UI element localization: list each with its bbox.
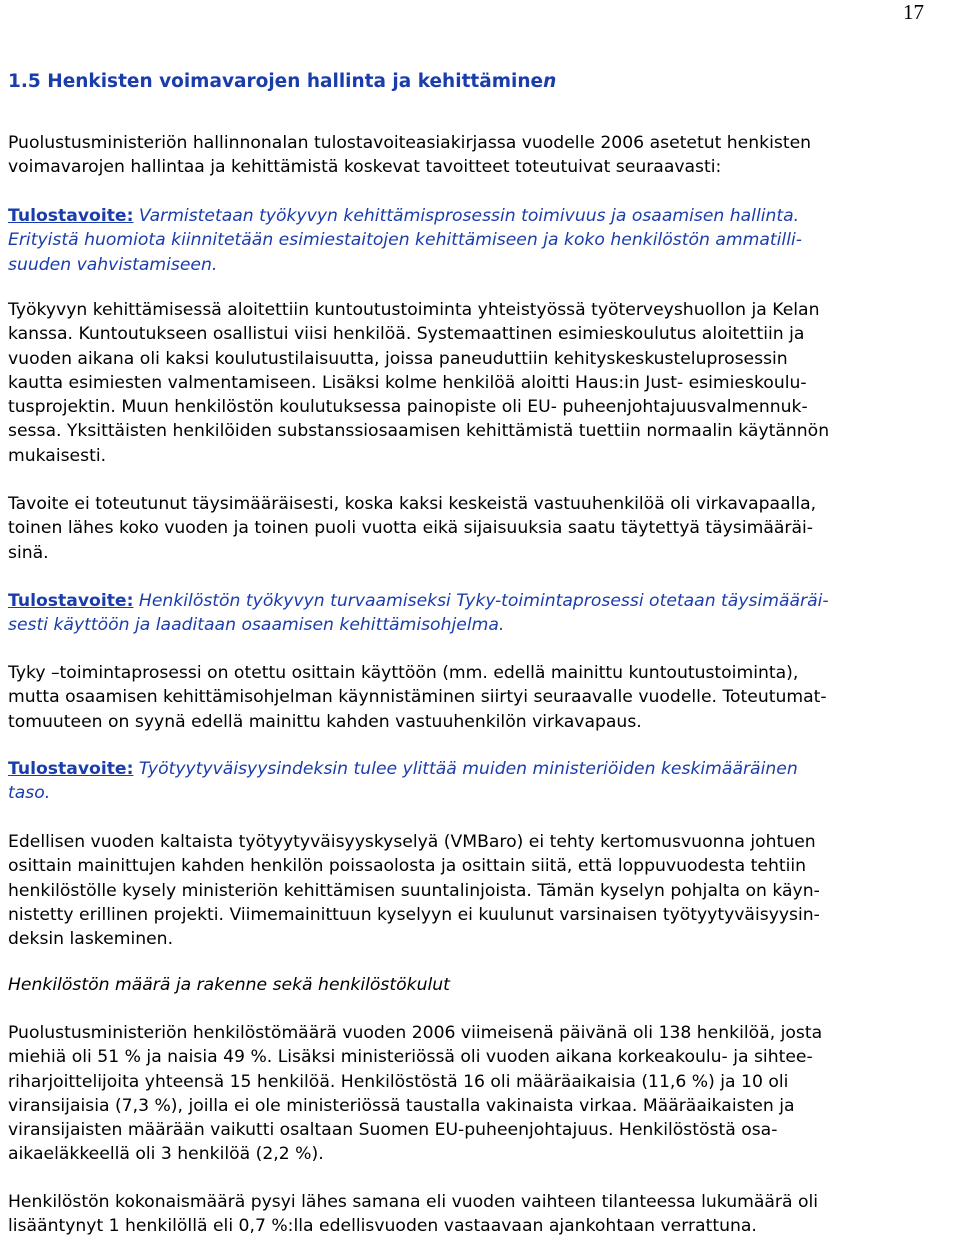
- goal-1: [8, 204, 958, 277]
- goal-3: [8, 757, 958, 806]
- goal-3-label: Tulostavoite:: [8, 759, 134, 779]
- subheading-personnel: Henkilöstön määrä ja rakenne sekä henkilöstökulut: [8, 975, 450, 995]
- paragraph-survey: Edellisen vuoden kaltaista työtyytyväisyyskyselyä (VMBaro) ei tehty kertomusvuonna johtuen osittain mainittujen kahden henkilön poissaolosta ja osittain siitä, että loppuvuodesta tehtiin henkilöstölle kysely ministeriön kehittämisen suuntalinjoista. Tämän kyselyn pohjalta on käyn- nistetty erillinen projekti. Viimemainittuun kyselyyn ei kuulunut varsinaisen työtyytyväisyysin- deksin laskeminen.: [8, 832, 820, 950]
- section-heading-text: 1.5 Henkisten voimavarojen hallinta ja kehittämine: [8, 71, 544, 92]
- goal-2-label: Tulostavoite:: [8, 591, 134, 611]
- section-heading: [8, 71, 556, 92]
- paragraph-total-personnel: Henkilöstön kokonaismäärä pysyi lähes samana eli vuoden vaihteen tilanteessa lukumäärä oli lisääntynyt 1 henkilöllä eli 0,7 %:lla edellisvuoden vastaavaan ajankohtaan verrattuna.: [8, 1192, 819, 1237]
- paragraph-goal-not-met: Tavoite ei toteutunut täysimääräisesti, koska kaksi keskeistä vastuuhenkilöä oli virkavapaalla, toinen lähes koko vuoden ja toinen puoli vuotta eikä sijaisuuksia saatu täytettyä täysimääräi- sinä.: [8, 494, 817, 563]
- goal-3-text: Työtyytyväisyysindeksin tulee ylittää muiden ministeriöiden keskimääräinen taso.: [8, 759, 798, 804]
- intro-paragraph: Puolustusministeriön hallinnonalan tulostavoiteasiakirjassa vuodelle 2006 asetetut henkisten voimavarojen hallintaa ja kehittämistä koskevat tavoitteet toteutuivat seuraavasti:: [8, 133, 812, 178]
- goal-1-text: Varmistetaan työkyvyn kehittämisprosessin toimivuus ja osaamisen hallinta. Erityistä huomiota kiinnitetään esimiestaitojen kehittämiseen ja koko henkilöstön ammatilli- suuden vahvistamiseen.: [8, 206, 802, 275]
- goal-2: [8, 589, 958, 638]
- page-number: 17: [903, 0, 924, 24]
- goal-2-text: Henkilöstön työkyvyn turvaamiseksi Tyky-toimintaprosessi otetaan täysimääräi- sesti käyttöön ja laaditaan osaamisen kehittämisohjelma.: [8, 591, 829, 636]
- paragraph-tyky: Tyky –toimintaprosessi on otettu osittain käyttöön (mm. edellä mainittu kuntoutustoiminta), mutta osaamisen kehittämisohjelman käynnistäminen siirtyi seuraavalle vuodelle. Toteutumat- tomuuteen on syynä edellä mainittu kahden vastuuhenkilön virkavapaus.: [8, 663, 827, 732]
- goal-1-label: Tulostavoite:: [8, 206, 134, 226]
- paragraph-personnel-count: Puolustusministeriön henkilöstömäärä vuoden 2006 viimeisenä päivänä oli 138 henkilöä, josta miehiä oli 51 % ja naisia 49 %. Lisäksi ministeriössä oli vuoden aikana korkeakoulu- ja sihtee- riharjoittelijoita yhteensä 15 henkilöä. Henkilöstöstä 16 oli määräaikaisia (11,6 %) ja 10 oli viransijaisia (7,3 %), joilla ei ole ministeriössä taustalla vakinaista virkaa. Määräaikaisten ja viransijaisten määrään vaikutti osaltaan Suomen EU-puheenjohtajuus. Henkilöstöstä osa- aikaeläkkeellä oli 3 henkilöä (2,2 %).: [8, 1023, 823, 1165]
- paragraph-work-ability: Työkyvyn kehittämisessä aloitettiin kuntoutustoiminta yhteistyössä työterveyshuollon ja Kelan kanssa. Kuntoutukseen osallistui viisi henkilöä. Systemaattinen esimieskoulutus aloitettiin ja vuoden aikana oli kaksi koulutustilaisuutta, joissa paneuduttiin kehityskeskusteluprosessin kautta esimiesten valmentamiseen. Lisäksi kolme henkilöä aloitti Haus:in Just- esimieskoulu- tusprojektin. Muun henkilöstön koulutuksessa painopiste oli EU- puheenjohtajuusvalmennuk- sessa. Yksittäisten henkilöiden substanssiosaamisen kehittämistä tuettiin normaalin käytännön mukaisesti.: [8, 300, 830, 466]
- section-heading-last-char: n: [543, 71, 557, 92]
